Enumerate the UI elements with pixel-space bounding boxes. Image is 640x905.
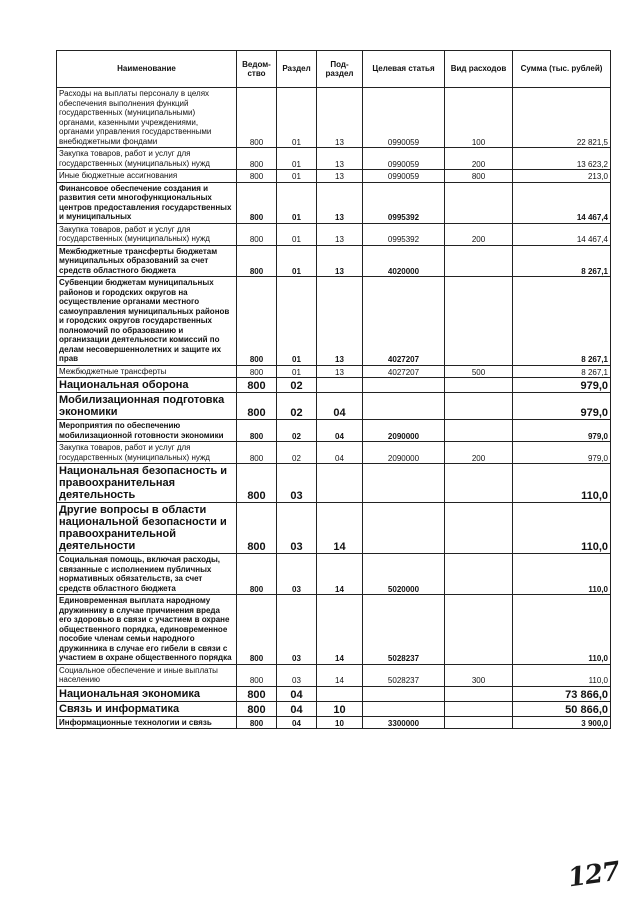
cell-section: 03 (277, 503, 317, 554)
cell-target: 5028237 (363, 595, 445, 665)
cell-target: 2090000 (363, 442, 445, 464)
cell-dept: 800 (237, 365, 277, 378)
cell-name: Другие вопросы в области национальной безопасности и правоохранительной деятельности (57, 503, 237, 554)
cell-exptype (445, 701, 513, 716)
cell-name: Межбюджетные трансферты (57, 365, 237, 378)
cell-name: Связь и информатика (57, 701, 237, 716)
cell-subsection: 13 (317, 88, 363, 148)
cell-name: Единовременная выплата народному дружиннику в случае причинения вреда его здоровью в связи с участием в охране общественного порядка, единовременное пособие членам семьи народного дружинника в случае его гибели в связи с участием в охране общественного порядка (57, 595, 237, 665)
header-target: Целевая статья (363, 51, 445, 88)
cell-section: 01 (277, 223, 317, 245)
cell-section: 01 (277, 148, 317, 170)
cell-target (363, 701, 445, 716)
cell-section: 03 (277, 464, 317, 503)
cell-subsection: 04 (317, 442, 363, 464)
cell-target (363, 393, 445, 420)
cell-target: 2090000 (363, 420, 445, 442)
cell-sum: 213,0 (513, 170, 611, 183)
table-row (57, 664, 611, 686)
cell-name: Мобилизационная подготовка экономики (57, 393, 237, 420)
header-row (57, 51, 611, 88)
cell-exptype: 200 (445, 148, 513, 170)
table-row (57, 148, 611, 170)
cell-target (363, 686, 445, 701)
cell-name: Информационные технологии и связь (57, 716, 237, 729)
cell-sum: 110,0 (513, 503, 611, 554)
cell-sum: 979,0 (513, 393, 611, 420)
cell-exptype (445, 554, 513, 595)
cell-section: 01 (277, 170, 317, 183)
cell-sum: 110,0 (513, 595, 611, 665)
cell-dept: 800 (237, 716, 277, 729)
cell-sum: 979,0 (513, 378, 611, 393)
cell-sum: 979,0 (513, 442, 611, 464)
cell-name: Расходы на выплаты персоналу в целях обеспечения выполнения функций государственных (муниципальными) органами, казенными учреждениями, органами управления государственными внебюджетными фондами (57, 88, 237, 148)
table-row (57, 245, 611, 277)
cell-target: 0990059 (363, 170, 445, 183)
cell-dept: 800 (237, 464, 277, 503)
budget-table (56, 50, 611, 729)
cell-section: 02 (277, 420, 317, 442)
cell-sum: 110,0 (513, 554, 611, 595)
table-row (57, 277, 611, 366)
cell-sum: 979,0 (513, 420, 611, 442)
cell-dept: 800 (237, 182, 277, 223)
cell-subsection: 04 (317, 393, 363, 420)
cell-name: Закупка товаров, работ и услуг для государственных (муниципальных) нужд (57, 148, 237, 170)
header-exptype: Вид расходов (445, 51, 513, 88)
cell-target (363, 464, 445, 503)
table-row (57, 223, 611, 245)
cell-subsection: 13 (317, 365, 363, 378)
table-body (57, 88, 611, 729)
cell-section: 01 (277, 365, 317, 378)
cell-target: 3300000 (363, 716, 445, 729)
cell-subsection: 14 (317, 664, 363, 686)
cell-target: 0990059 (363, 88, 445, 148)
cell-target: 4027207 (363, 365, 445, 378)
header-dept: Ведом-ство (237, 51, 277, 88)
cell-exptype: 100 (445, 88, 513, 148)
cell-sum: 50 866,0 (513, 701, 611, 716)
cell-exptype (445, 464, 513, 503)
table-row (57, 420, 611, 442)
cell-subsection: 13 (317, 223, 363, 245)
cell-dept: 800 (237, 503, 277, 554)
cell-dept: 800 (237, 420, 277, 442)
table-row (57, 686, 611, 701)
cell-sum: 73 866,0 (513, 686, 611, 701)
cell-subsection: 14 (317, 595, 363, 665)
cell-exptype: 200 (445, 223, 513, 245)
cell-name: Закупка товаров, работ и услуг для государственных (муниципальных) нужд (57, 223, 237, 245)
cell-subsection: 13 (317, 148, 363, 170)
cell-exptype (445, 182, 513, 223)
header-name: Наименование (57, 51, 237, 88)
cell-subsection: 04 (317, 420, 363, 442)
cell-exptype (445, 595, 513, 665)
cell-subsection: 10 (317, 701, 363, 716)
cell-exptype: 500 (445, 365, 513, 378)
cell-section: 01 (277, 88, 317, 148)
budget-sheet (56, 50, 610, 729)
cell-section: 04 (277, 686, 317, 701)
cell-sum: 14 467,4 (513, 223, 611, 245)
cell-exptype: 300 (445, 664, 513, 686)
cell-section: 03 (277, 664, 317, 686)
cell-section: 02 (277, 442, 317, 464)
cell-name: Национальная безопасность и правоохранительная деятельность (57, 464, 237, 503)
cell-sum: 110,0 (513, 464, 611, 503)
cell-sum: 22 821,5 (513, 88, 611, 148)
cell-dept: 800 (237, 701, 277, 716)
cell-dept: 800 (237, 686, 277, 701)
table-row (57, 88, 611, 148)
cell-exptype (445, 686, 513, 701)
table-row (57, 464, 611, 503)
cell-sum: 14 467,4 (513, 182, 611, 223)
cell-target (363, 503, 445, 554)
cell-exptype: 800 (445, 170, 513, 183)
cell-dept: 800 (237, 170, 277, 183)
cell-name: Социальная помощь, включая расходы, связанные с исполнением публичных нормативных обязательств, за счет средств областного бюджета (57, 554, 237, 595)
cell-target: 4027207 (363, 277, 445, 366)
cell-subsection (317, 686, 363, 701)
cell-name: Социальное обеспечение и иные выплаты населению (57, 664, 237, 686)
cell-sum: 110,0 (513, 664, 611, 686)
cell-section: 03 (277, 595, 317, 665)
cell-target: 5028237 (363, 664, 445, 686)
cell-section: 01 (277, 182, 317, 223)
table-row (57, 170, 611, 183)
cell-dept: 800 (237, 378, 277, 393)
cell-subsection: 13 (317, 182, 363, 223)
cell-name: Национальная оборона (57, 378, 237, 393)
cell-exptype (445, 277, 513, 366)
cell-section: 02 (277, 378, 317, 393)
cell-target: 5020000 (363, 554, 445, 595)
cell-dept: 800 (237, 88, 277, 148)
cell-section: 03 (277, 554, 317, 595)
header-sum: Сумма (тыс. рублей) (513, 51, 611, 88)
table-row (57, 503, 611, 554)
table-row (57, 393, 611, 420)
cell-section: 04 (277, 701, 317, 716)
cell-sum: 8 267,1 (513, 245, 611, 277)
cell-dept: 800 (237, 554, 277, 595)
table-row (57, 378, 611, 393)
cell-dept: 800 (237, 223, 277, 245)
cell-exptype (445, 420, 513, 442)
cell-name: Национальная экономика (57, 686, 237, 701)
cell-dept: 800 (237, 442, 277, 464)
cell-subsection: 13 (317, 277, 363, 366)
cell-sum: 8 267,1 (513, 277, 611, 366)
cell-name: Закупка товаров, работ и услуг для государственных (муниципальных) нужд (57, 442, 237, 464)
cell-sum: 8 267,1 (513, 365, 611, 378)
table-row (57, 701, 611, 716)
cell-exptype (445, 716, 513, 729)
table-row (57, 716, 611, 729)
cell-section: 02 (277, 393, 317, 420)
cell-subsection: 14 (317, 503, 363, 554)
cell-exptype: 200 (445, 442, 513, 464)
table-row (57, 442, 611, 464)
cell-dept: 800 (237, 393, 277, 420)
cell-name: Межбюджетные трансферты бюджетам муниципальных образований за счет средств областного бюджета (57, 245, 237, 277)
cell-target: 0990059 (363, 148, 445, 170)
cell-sum: 13 623,2 (513, 148, 611, 170)
cell-exptype (445, 393, 513, 420)
cell-subsection (317, 464, 363, 503)
header-section: Раздел (277, 51, 317, 88)
cell-dept: 800 (237, 245, 277, 277)
table-row (57, 595, 611, 665)
cell-dept: 800 (237, 277, 277, 366)
cell-name: Финансовое обеспечение создания и развития сети многофункциональных центров предоставления государственных и муниципальных (57, 182, 237, 223)
cell-target: 0995392 (363, 182, 445, 223)
table-row (57, 182, 611, 223)
cell-exptype (445, 503, 513, 554)
cell-exptype (445, 378, 513, 393)
cell-section: 04 (277, 716, 317, 729)
cell-exptype (445, 245, 513, 277)
cell-target (363, 378, 445, 393)
table-row (57, 554, 611, 595)
cell-name: Иные бюджетные ассигнования (57, 170, 237, 183)
cell-dept: 800 (237, 664, 277, 686)
handwritten-page-number: 127 (566, 856, 622, 894)
table-row (57, 365, 611, 378)
cell-dept: 800 (237, 148, 277, 170)
cell-name: Субвенции бюджетам муниципальных районов и городских округов на осуществление органами местного самоуправления муниципальных районов и городских округов государственных полномочий по образованию и организации деятельности комиссий по делам несовершеннолетних и защите их прав (57, 277, 237, 366)
cell-subsection: 13 (317, 245, 363, 277)
cell-section: 01 (277, 245, 317, 277)
cell-name: Мероприятия по обеспечению мобилизационной готовности экономики (57, 420, 237, 442)
cell-subsection (317, 378, 363, 393)
cell-target: 4020000 (363, 245, 445, 277)
cell-sum: 3 900,0 (513, 716, 611, 729)
header-subsection: Под-раздел (317, 51, 363, 88)
cell-target: 0995392 (363, 223, 445, 245)
cell-subsection: 10 (317, 716, 363, 729)
cell-dept: 800 (237, 595, 277, 665)
cell-section: 01 (277, 277, 317, 366)
cell-subsection: 13 (317, 170, 363, 183)
cell-subsection: 14 (317, 554, 363, 595)
